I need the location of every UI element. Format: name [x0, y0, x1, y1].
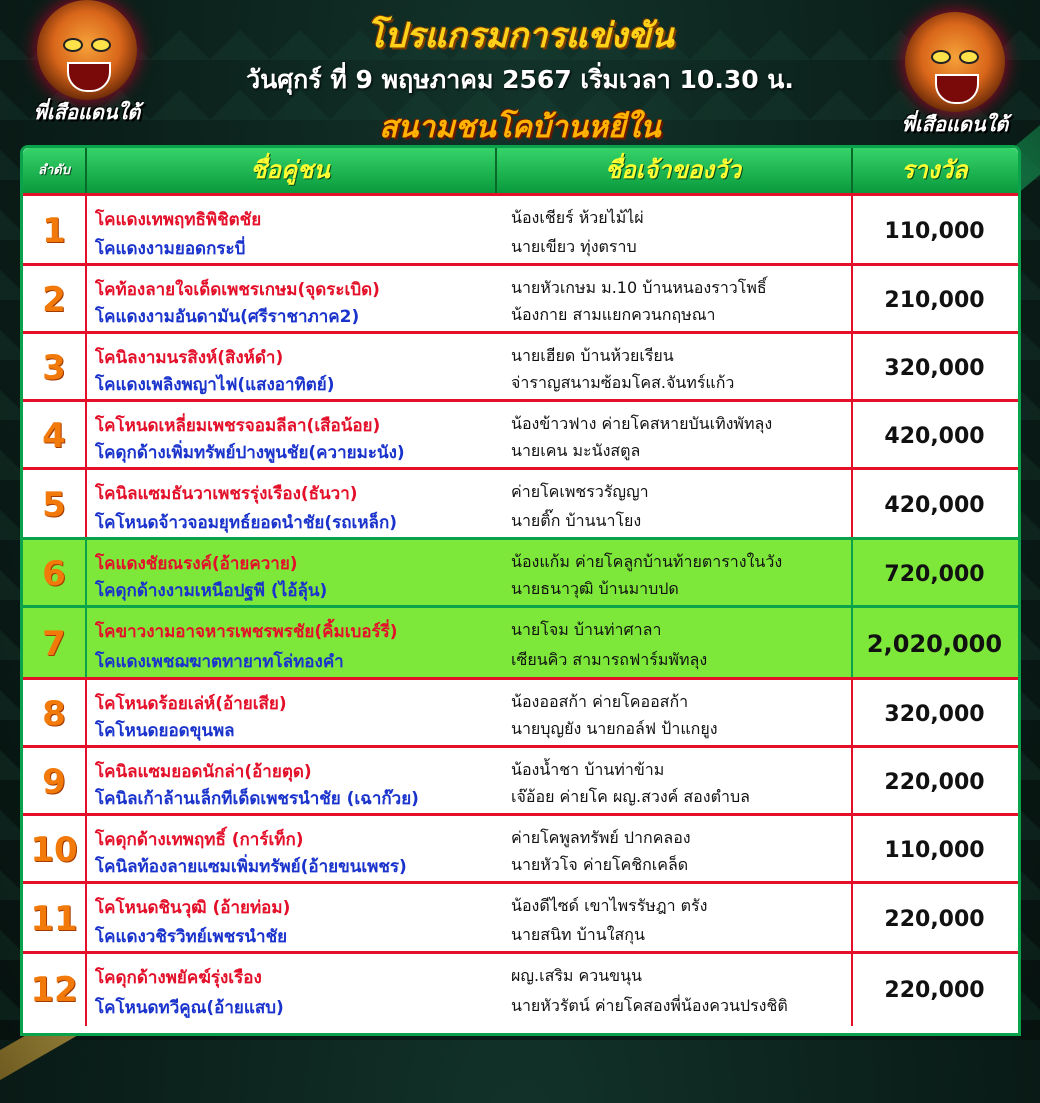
bull-a-name: โคโหนดร้อยเล่ห์(อ้ายเสีย) [95, 694, 287, 714]
bull-a-name: โคนิลงามนรสิงห์(สิงห์ดำ) [95, 348, 284, 368]
event-date: วันศุกร์ ที่ 9 พฤษภาคม 2567 เริ่มเวลา 10.30 น. [246, 65, 794, 94]
column-divider [85, 470, 87, 540]
bull-b-name: โคแดงงามยอดกระบี่ [95, 239, 246, 259]
column-divider [495, 816, 497, 884]
owner-b-name: จ่าราญสนามซ้อมโคส.จันทร์แก้ว [511, 373, 735, 392]
column-divider [85, 608, 87, 680]
table-row [23, 677, 1018, 748]
owner-b-name: น้องกาย สามแยกควนกฤษณา [511, 305, 716, 324]
owner-a-name: น้องน้ำชา บ้านท่าข้าม [511, 760, 665, 779]
prize-amount: 320,000 [884, 355, 985, 381]
column-divider [495, 748, 497, 816]
column-divider [85, 748, 87, 816]
prize-amount: 720,000 [884, 561, 985, 587]
table-row [23, 263, 1018, 334]
rank-number: 2 [42, 280, 66, 320]
owner-b-name: นายติ๊ก บ้านนาโยง [511, 511, 642, 530]
table-row [23, 745, 1018, 816]
prize-amount: 110,000 [884, 218, 985, 244]
column-divider [85, 884, 87, 954]
prize-amount: 220,000 [884, 769, 985, 795]
table-row [23, 537, 1018, 608]
column-divider [495, 334, 497, 402]
bull-b-name: โคดุกด้างงามเหนือปฐพี (ไอ้ลุ้น) [95, 581, 328, 601]
bull-a-name: โคดุกด้างเทพฤทธิ์ (การ์เท็ก) [95, 830, 304, 850]
rank-number: 11 [30, 899, 78, 939]
header-prize: รางวัล [901, 156, 968, 184]
prize-amount: 110,000 [884, 837, 985, 863]
header-pair: ชื่อคู่ชน [250, 156, 330, 184]
bull-b-name: โคโหนดจ้าวจอมยุทธ์ยอดนำชัย(รถเหล็ก) [95, 513, 398, 533]
owner-a-name: น้องเชียร์ ห้วยไม้ไผ่ [511, 208, 644, 227]
column-divider [495, 608, 497, 680]
owner-b-name: นายหัวรัตน์ ค่ายโคสองพี่น้องควนปรงชิติ [511, 996, 788, 1015]
owner-a-name: ผญ.เสริม ควนขนุน [511, 966, 642, 985]
bull-a-name: โคโหนดชินวุฒิ (อ้ายท่อม) [95, 898, 291, 918]
column-divider [85, 196, 87, 266]
bull-a-name: โคดุกด้างพยัคฆ์รุ่งเรือง [95, 968, 262, 988]
rank-number: 4 [42, 416, 66, 456]
page-title: โปรแกรมการแข่งขัน [366, 16, 674, 56]
table-header [23, 148, 1018, 193]
prize-amount: 220,000 [884, 977, 985, 1003]
prize-amount: 220,000 [884, 906, 985, 932]
column-divider [495, 402, 497, 470]
bull-a-name: โคขาวงามอาจหารเพชรพรชัย(คิ้มเบอร์รี่) [95, 622, 398, 642]
prize-amount: 2,020,000 [866, 630, 1003, 658]
owner-a-name: น้องดีไซด์ เขาไพรรัษฎา ตรัง [511, 896, 708, 915]
header-owner: ชื่อเจ้าของวัว [605, 156, 741, 184]
column-divider [85, 540, 87, 608]
owner-b-name: นายหัวโจ ค่ายโคชิกเคล็ด [511, 855, 689, 874]
table-row [23, 951, 1018, 1026]
column-divider [85, 402, 87, 470]
column-divider [85, 266, 87, 334]
owner-a-name: น้องข้าวฟาง ค่ายโคสหายบันเทิงพัทลุง [511, 414, 773, 433]
column-divider [495, 266, 497, 334]
bull-b-name: โคนิลท้องลายแซมเพิ่มทรัพย์(อ้ายขนเพชร) [95, 857, 407, 877]
bull-b-name: โคดุกด้างเพิ่มทรัพย์ปางพูนชัย(ควายมะนัง) [95, 443, 405, 463]
bull-a-name: โคนิลแซมยอดนักล่า(อ้ายตุด) [95, 762, 312, 782]
owner-a-name: ค่ายโคพูลทรัพย์ ปากคลอง [511, 828, 691, 847]
column-divider [85, 680, 87, 748]
column-divider [495, 196, 497, 266]
prize-amount: 420,000 [884, 492, 985, 518]
bull-a-name: โคแดงเทพฤทธิพิชิตชัย [95, 210, 262, 230]
table-row [23, 881, 1018, 954]
rank-number: 5 [42, 485, 66, 525]
venue-name: สนามชนโคบ้านหยีใน [379, 110, 661, 145]
table-row [23, 193, 1018, 266]
table-row [23, 467, 1018, 540]
owner-b-name: นายสนิท บ้านใสกุน [511, 925, 645, 944]
rank-number: 7 [42, 624, 66, 664]
bull-b-name: โคแดงงามอันดามัน(ศรีราชาภาค2) [95, 307, 360, 327]
prize-amount: 210,000 [884, 287, 985, 313]
rank-number: 6 [42, 554, 66, 594]
prize-amount: 320,000 [884, 701, 985, 727]
tiger-logo-right [880, 12, 1030, 152]
bull-b-name: โคโหนดยอดขุนพล [95, 721, 235, 741]
owner-a-name: น้องออสก้า ค่ายโคออสก้า [511, 692, 689, 711]
column-divider [85, 334, 87, 402]
bull-b-name: โคแดงเพลิงพญาไฟ(แสงอาทิตย์) [95, 375, 335, 395]
logo-text-left: พี่เสือแดนใต้ [33, 100, 141, 124]
owner-a-name: นายโจม บ้านท่าศาลา [511, 620, 662, 639]
table-row [23, 399, 1018, 470]
owner-b-name: เจ๊อ้อย ค่ายโค ผญ.สวงค์ สองตำบล [511, 787, 750, 806]
bull-a-name: โคนิลแซมธันวาเพชรรุ่งเรือง(ธันวา) [95, 484, 358, 504]
table-row [23, 605, 1018, 680]
column-divider [495, 540, 497, 608]
bull-b-name: โคโหนดทวีคูณ(อ้ายแสบ) [95, 998, 284, 1018]
bull-b-name: โคแดงเพชฌฆาตทายาทโล่ทองคำ [95, 652, 344, 672]
rank-number: 9 [42, 762, 66, 802]
owner-b-name: เซียนคิว สามารถฟาร์มพัทลุง [511, 650, 708, 669]
rank-number: 10 [30, 830, 78, 870]
column-divider [85, 816, 87, 884]
logo-text-right: พี่เสือแดนใต้ [901, 112, 1009, 136]
owner-a-name: นายหัวเกษม ม.10 บ้านหนองราวโพธิ์ [511, 278, 767, 297]
prize-amount: 420,000 [884, 423, 985, 449]
owner-a-name: นายเฮียด บ้านห้วยเรียน [511, 346, 674, 365]
owner-b-name: นายเคน มะนังสตูล [511, 441, 641, 460]
bull-a-name: โคแดงชัยณรงค์(อ้ายควาย) [95, 554, 298, 574]
bull-b-name: โคแดงวชิรวิทย์เพชรนำชัย [95, 927, 288, 947]
owner-a-name: น้องแก้ม ค่ายโคลูกบ้านท้ายตารางในวัง [511, 552, 783, 571]
rank-number: 12 [30, 970, 78, 1010]
match-table [20, 145, 1021, 1036]
rank-number: 8 [42, 694, 66, 734]
owner-b-name: นายธนาวุฒิ บ้านมาบปด [511, 579, 679, 598]
owner-b-name: นายเขียว ทุ่งตราบ [511, 237, 637, 256]
owner-a-name: ค่ายโคเพชรวรัญญา [511, 482, 649, 501]
rank-number: 3 [42, 348, 66, 388]
bull-a-name: โคท้องลายใจเด็ดเพชรเกษม(จุดระเบิด) [95, 280, 380, 300]
rank-number: 1 [42, 211, 66, 251]
column-divider [495, 884, 497, 954]
table-row [23, 813, 1018, 884]
tiger-logo-left [12, 0, 162, 140]
column-divider [495, 470, 497, 540]
table-row [23, 331, 1018, 402]
column-divider [495, 954, 497, 1026]
bull-a-name: โคโหนดเหลี่ยมเพชรจอมลีลา(เสือน้อย) [95, 416, 381, 436]
header-rank: ลำดับ [38, 163, 70, 178]
owner-b-name: นายบุญยัง นายกอล์ฟ ป้าแกยูง [511, 719, 718, 738]
bull-b-name: โคนิลเก้าล้านเล็กทีเด็ดเพชรนำชัย (เฉาก๊วย) [95, 789, 419, 809]
column-divider [495, 680, 497, 748]
column-divider [85, 954, 87, 1026]
